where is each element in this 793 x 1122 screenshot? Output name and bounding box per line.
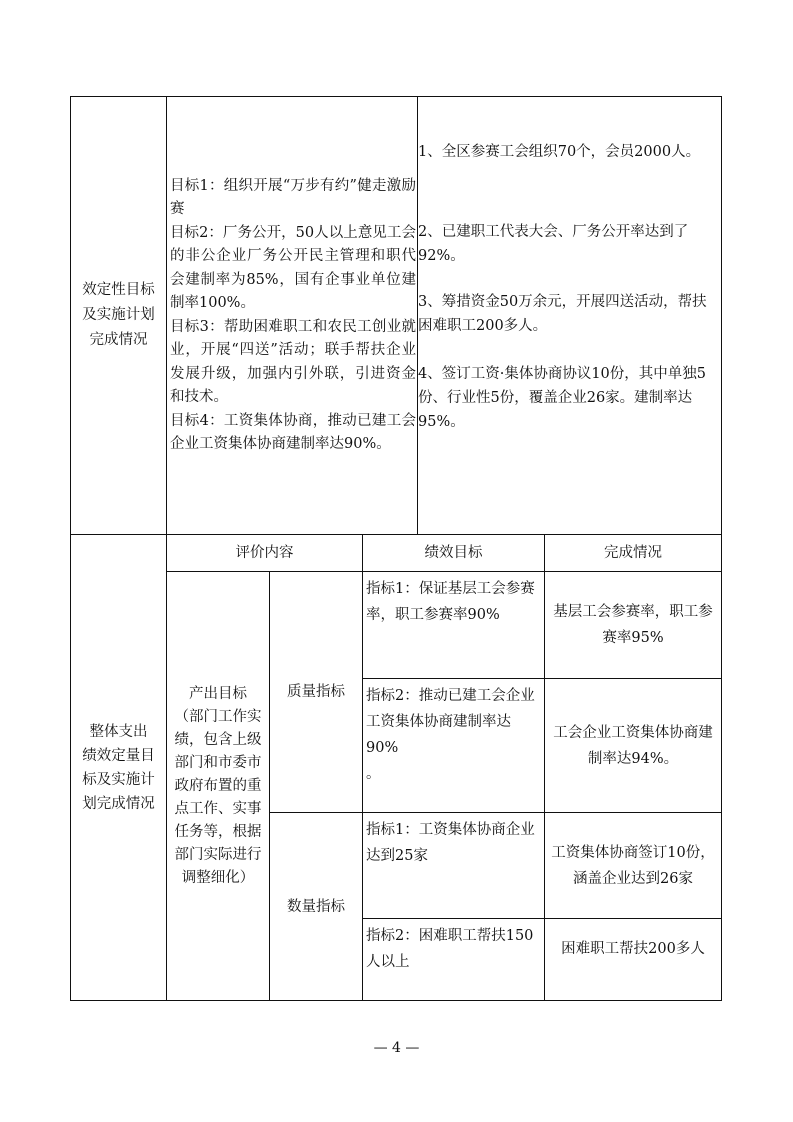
result-item: 4、签订工资·集体协商协议10份，其中单独5份、行业性5份，覆盖企业26家。建制率达95%。 [418, 366, 707, 430]
result-item: 2、已建职工代表大会、厂务公开率达到了92%。 [418, 224, 689, 264]
result-item: 1、全区参赛工会组织70个，会员2000人。 [418, 144, 701, 160]
header-performance-target: 绩效目标 [424, 545, 483, 561]
output-target-label: 产出目标 （部门工作实 绩，包含上级 部门和市委市 政府布置的重 点工作、实事 任务等，根据 部门实际进行 调整细化） [174, 685, 262, 886]
quality-indicator-label: 质量指标 [287, 684, 345, 700]
result-cell: 工资集体协商签订10份， 涵盖企业达到26家 [551, 844, 715, 887]
section1-goals-cell [170, 97, 416, 534]
table-right-border [721, 96, 722, 1001]
section2-label: 整体支出 绩效定量目 标及实施计 划完成情况 [82, 723, 155, 812]
result-cell: 基层工会参赛率，职工参 赛率95% [553, 604, 713, 646]
section1-label: 效定性目标 及实施计划 完成情况 [82, 282, 155, 348]
target-cell: 指标2：推动已建工会企业工资集体协商建制率达 90% 。 [366, 688, 535, 782]
target-cell: 指标1：工资集体协商企业达到25家 [366, 822, 535, 864]
table-bottom-border [70, 1000, 722, 1001]
section1-goals: 目标1：组织开展“万步有约”健走激励赛 目标2：厂务公开，50人以上意见工会的非公企业厂务公开民主管理和职代会建制率为85%，国有企事业单位建制率100%。 目标3：帮助困难职工和农民工创业就业，开展“四送”活动；联手帮扶企业发展升级，加强内引外联，引进资金和技术。 目标4：工资集体协商，推动已建工会企业工资集体协商建制率达90%。 [170, 177, 416, 452]
result-cell: 困难职工帮扶200多人 [561, 941, 705, 957]
target-cell: 指标2：困难职工帮扶150人以上 [366, 928, 534, 970]
quantity-indicator-label: 数量指标 [287, 898, 345, 915]
header-evaluation-content: 评价内容 [235, 545, 294, 561]
header-completion: 完成情况 [604, 545, 662, 561]
result-item: 3、筹措资金50万余元，开展四送活动，帮扶困难职工200多人。 [418, 294, 707, 334]
target-cell: 指标1：保证基层工会参赛率，职工参赛率90% [366, 581, 535, 623]
page-number: — 4 — [373, 1040, 420, 1056]
result-cell: 工会企业工资集体协商建 制率达94%。 [553, 724, 713, 767]
section1-results [418, 140, 720, 434]
target-column-divider [362, 534, 363, 1001]
